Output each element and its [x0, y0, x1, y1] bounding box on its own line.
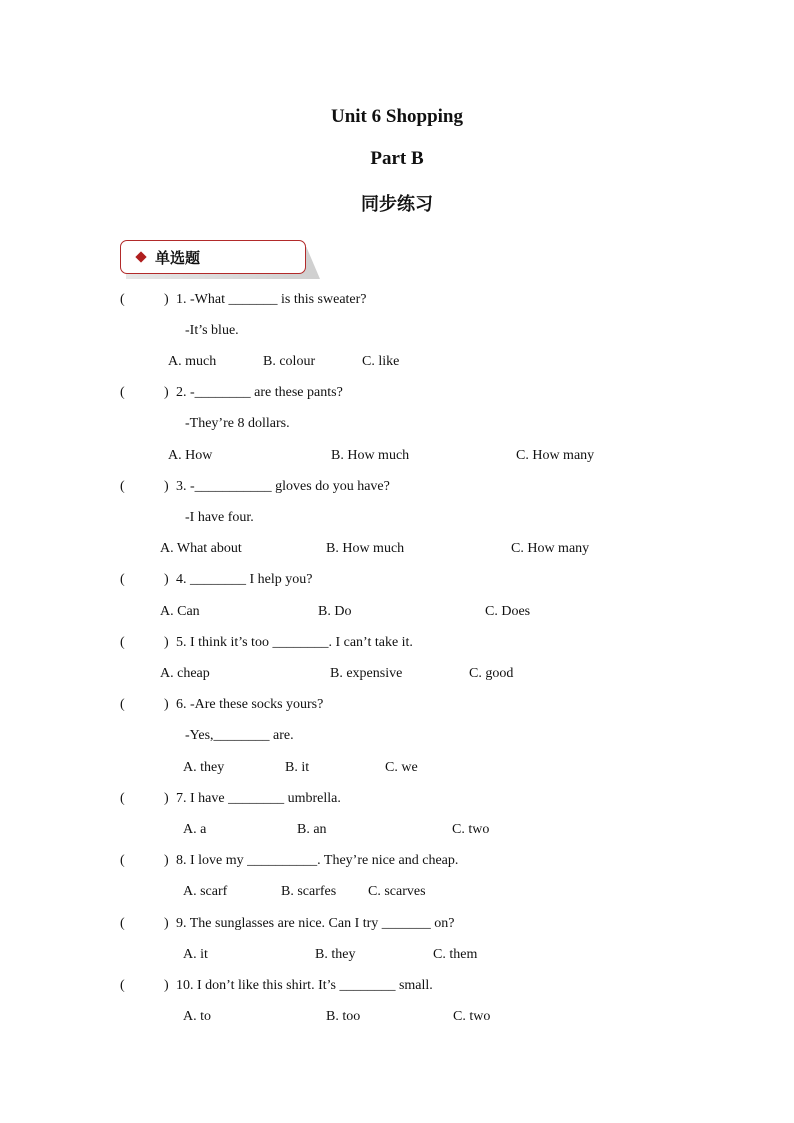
answer-blank-close: ) [164, 978, 169, 993]
option-a: A. they [183, 760, 225, 775]
answer-blank-close: ) [164, 385, 169, 400]
answer-blank-open: ( [120, 635, 125, 650]
answer-blank-open: ( [120, 697, 125, 712]
option-a: A. Can [160, 604, 200, 619]
answer-blank-close: ) [164, 853, 169, 868]
option-b: B. an [297, 822, 327, 837]
option-c: C. good [469, 666, 514, 681]
reply-text: -I have four. [185, 510, 254, 525]
option-c: C. scarves [368, 884, 426, 899]
answer-blank-open: ( [120, 853, 125, 868]
option-b: B. expensive [330, 666, 403, 681]
question-text: 2. -________ are these pants? [176, 385, 343, 400]
option-c: C. Does [485, 604, 531, 619]
diamond-icon [135, 251, 146, 262]
question-text: 1. -What _______ is this sweater? [176, 292, 367, 307]
option-b: B. How much [331, 448, 410, 463]
answer-blank-open: ( [120, 572, 125, 587]
answer-blank-open: ( [120, 292, 125, 307]
answer-blank-open: ( [120, 978, 125, 993]
option-c: C. we [385, 760, 418, 775]
question-text: 5. I think it’s too ________. I can’t take it. [176, 635, 413, 650]
answer-blank-close: ) [164, 635, 169, 650]
option-b: B. colour [263, 354, 316, 369]
option-a: A. scarf [183, 884, 228, 899]
question-text: 3. -___________ gloves do you have? [176, 479, 390, 494]
answer-blank-close: ) [164, 697, 169, 712]
option-a: A. it [183, 947, 208, 962]
question-text: 7. I have ________ umbrella. [176, 791, 341, 806]
answer-blank-close: ) [164, 292, 169, 307]
question-text: 10. I don’t like this shirt. It’s ________ small. [176, 978, 433, 993]
option-c: C. like [362, 354, 400, 369]
option-c: C. How many [511, 541, 590, 556]
question-text: 4. ________ I help you? [176, 572, 313, 587]
option-b: B. How much [326, 541, 405, 556]
answer-blank-open: ( [120, 916, 125, 931]
option-a: A. What about [160, 541, 242, 556]
option-c: C. two [453, 1009, 491, 1024]
option-a: A. much [168, 354, 217, 369]
question-text: 9. The sunglasses are nice. Can I try _______ on? [176, 916, 455, 931]
reply-text: -Yes,________ are. [185, 728, 294, 743]
option-a: A. cheap [160, 666, 210, 681]
option-b: B. too [326, 1009, 361, 1024]
answer-blank-open: ( [120, 385, 125, 400]
answer-blank-close: ) [164, 916, 169, 931]
page-heading: 同步练习 [361, 194, 433, 215]
page-subtitle: Part B [370, 148, 424, 169]
option-c: C. two [452, 822, 490, 837]
option-b: B. it [285, 760, 310, 775]
reply-text: -It’s blue. [185, 323, 239, 338]
option-a: A. to [183, 1009, 211, 1024]
reply-text: -They’re 8 dollars. [185, 416, 290, 431]
option-b: B. Do [318, 604, 352, 619]
page-title: Unit 6 Shopping [330, 106, 463, 127]
answer-blank-close: ) [164, 479, 169, 494]
option-c: C. How many [516, 448, 595, 463]
option-b: B. they [315, 947, 356, 962]
answer-blank-close: ) [164, 791, 169, 806]
option-a: A. a [183, 822, 207, 837]
answer-blank-close: ) [164, 572, 169, 587]
answer-blank-open: ( [120, 791, 125, 806]
section-label: 单选题 [155, 249, 201, 267]
answer-blank-open: ( [120, 479, 125, 494]
question-text: 8. I love my __________. They’re nice and cheap. [176, 853, 459, 868]
section-header [120, 240, 306, 274]
option-c: C. them [433, 947, 478, 962]
question-text: 6. -Are these socks yours? [176, 697, 324, 712]
option-b: B. scarfes [281, 884, 337, 899]
option-a: A. How [168, 448, 213, 463]
